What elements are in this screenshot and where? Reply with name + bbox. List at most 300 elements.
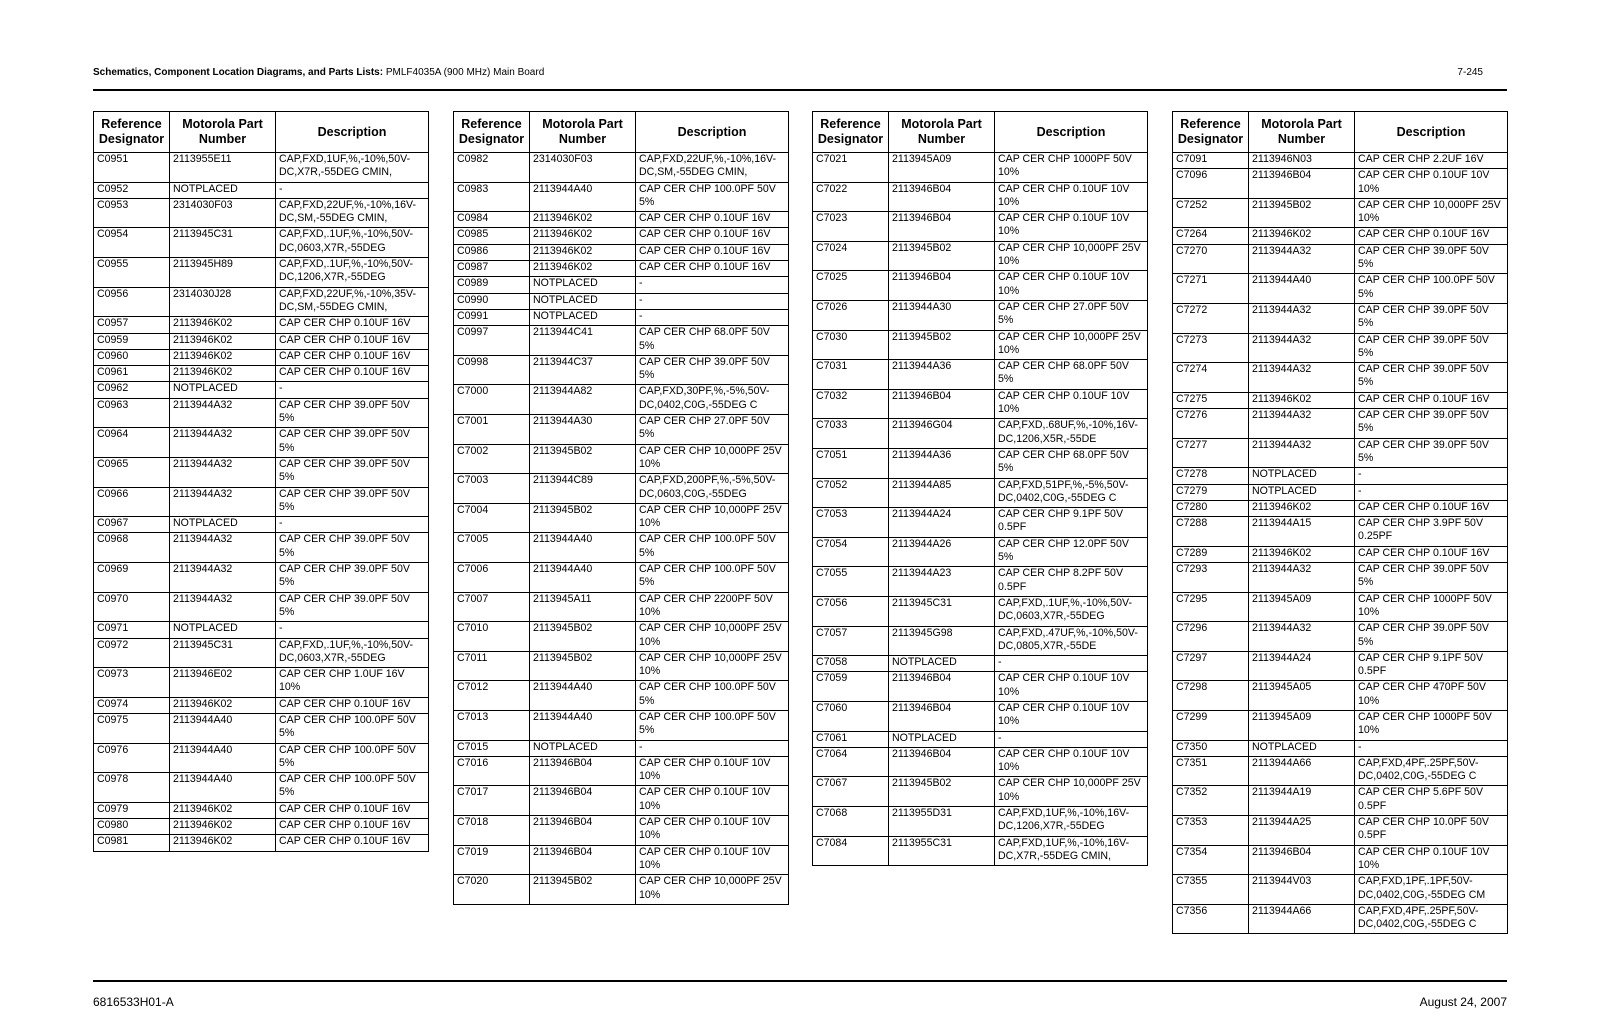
part-number-cell: 2113945B02 xyxy=(889,777,995,807)
table-row xyxy=(454,710,789,740)
table-row xyxy=(94,382,429,398)
reference-designator-cell: C0971 xyxy=(94,622,170,638)
description-cell: CAP CER CHP 2.2UF 16V xyxy=(1355,153,1508,169)
part-number-cell: 2113945A09 xyxy=(1249,710,1355,740)
table-row xyxy=(454,592,789,622)
description-cell: CAP CER CHP 0.10UF 16V xyxy=(636,228,789,244)
description-cell: CAP CER CHP 0.10UF 16V xyxy=(1355,500,1508,516)
part-number-cell: 2113944A32 xyxy=(1249,363,1355,393)
part-number-cell: 2113944A32 xyxy=(1249,438,1355,468)
table-row xyxy=(454,228,789,244)
table-row xyxy=(1173,517,1508,547)
description-cell: CAP CER CHP 39.0PF 50V 5% xyxy=(276,457,429,487)
description-cell: CAP CER CHP 1000PF 50V 10% xyxy=(995,153,1148,183)
table-row xyxy=(813,626,1148,656)
part-number-cell: 2113945A05 xyxy=(1249,681,1355,711)
description-cell: CAP CER CHP 100.0PF 50V 5% xyxy=(636,182,789,212)
reference-designator-cell: C0975 xyxy=(94,713,170,743)
table-row xyxy=(94,258,429,288)
table-row xyxy=(94,487,429,517)
part-number-cell: 2113946K02 xyxy=(1249,546,1355,562)
table-row xyxy=(813,271,1148,301)
part-number-cell: 2113945B02 xyxy=(530,875,636,905)
reference-designator-cell: C7006 xyxy=(454,563,530,593)
reference-designator-cell: C7353 xyxy=(1173,816,1249,846)
table-row xyxy=(454,277,789,293)
part-number-cell: NOTPLACED xyxy=(889,731,995,747)
part-number-cell: NOTPLACED xyxy=(530,740,636,756)
reference-designator-cell: C0953 xyxy=(94,198,170,228)
description-cell: CAP CER CHP 10,000PF 25V 10% xyxy=(995,330,1148,360)
parts-table-4 xyxy=(1172,111,1507,934)
table-row xyxy=(94,592,429,622)
part-number-cell: NOTPLACED xyxy=(170,517,276,533)
reference-designator-cell: C7061 xyxy=(813,731,889,747)
reference-designator-cell: C7271 xyxy=(1173,274,1249,304)
table-row xyxy=(1173,484,1508,500)
reference-designator-cell: C7296 xyxy=(1173,622,1249,652)
table-row xyxy=(454,756,789,786)
reference-designator-cell: C7002 xyxy=(454,444,530,474)
description-cell: CAP CER CHP 100.0PF 50V 5% xyxy=(276,713,429,743)
reference-designator-cell: C7016 xyxy=(454,756,530,786)
part-number-cell: 2113944A40 xyxy=(530,563,636,593)
part-number-cell: 2113945B02 xyxy=(530,503,636,533)
reference-designator-cell: C7001 xyxy=(454,415,530,445)
part-number-cell: 2113944A32 xyxy=(170,533,276,563)
table-row xyxy=(454,244,789,260)
description-cell: CAP CER CHP 0.10UF 16V xyxy=(636,244,789,260)
description-cell: - xyxy=(995,656,1148,672)
part-number-cell: NOTPLACED xyxy=(889,656,995,672)
part-number-cell: 2113946N03 xyxy=(1249,153,1355,169)
table-row xyxy=(1173,500,1508,516)
table-row xyxy=(813,807,1148,837)
part-number-cell: 2113946B04 xyxy=(889,212,995,242)
table-row xyxy=(1173,592,1508,622)
part-number-cell: 2113944A32 xyxy=(170,487,276,517)
reference-designator-cell: C0979 xyxy=(94,802,170,818)
reference-designator-cell: C0965 xyxy=(94,457,170,487)
page-header xyxy=(93,67,544,78)
reference-designator-cell: C7031 xyxy=(813,360,889,390)
reference-designator-cell: C7084 xyxy=(813,836,889,866)
description-cell: CAP CER CHP 100.0PF 50V 5% xyxy=(636,681,789,711)
part-number-cell: NOTPLACED xyxy=(530,309,636,325)
table-row xyxy=(813,836,1148,866)
page-number: 7-245 xyxy=(1457,67,1483,78)
part-number-cell: 2113944A24 xyxy=(889,508,995,538)
description-cell: CAP CER CHP 39.0PF 50V 5% xyxy=(276,398,429,428)
reference-designator-cell: C7288 xyxy=(1173,517,1249,547)
description-cell: CAP CER CHP 10,000PF 25V 10% xyxy=(636,503,789,533)
table-row xyxy=(813,360,1148,390)
part-number-cell: 2113944A25 xyxy=(1249,816,1355,846)
part-number-cell: 2113944A23 xyxy=(889,567,995,597)
part-number-cell: 2113945B02 xyxy=(1249,198,1355,228)
reference-designator-cell: C0987 xyxy=(454,261,530,277)
reference-designator-cell: C7091 xyxy=(1173,153,1249,169)
reference-designator-cell: C0966 xyxy=(94,487,170,517)
description-cell: CAP CER CHP 8.2PF 50V 0.5PF xyxy=(995,567,1148,597)
table-row xyxy=(94,713,429,743)
reference-designator-cell: C7056 xyxy=(813,596,889,626)
reference-designator-cell: C0967 xyxy=(94,517,170,533)
description-cell: CAP CER CHP 0.10UF 10V 10% xyxy=(995,672,1148,702)
table-row xyxy=(454,293,789,309)
description-cell: CAP CER CHP 9.1PF 50V 0.5PF xyxy=(1355,651,1508,681)
parts-table xyxy=(453,111,789,905)
table-row xyxy=(454,786,789,816)
part-number-cell: 2113944A32 xyxy=(170,457,276,487)
table-row xyxy=(813,419,1148,449)
description-cell: CAP CER CHP 39.0PF 50V 5% xyxy=(636,355,789,385)
description-cell: CAP,FXD,.47UF,%,-10%,50V-DC,0805,X7R,-55DE xyxy=(995,626,1148,656)
reference-designator-cell: C7060 xyxy=(813,701,889,731)
table-row xyxy=(1173,816,1508,846)
description-cell: CAP CER CHP 39.0PF 50V 5% xyxy=(1355,303,1508,333)
table-row xyxy=(94,622,429,638)
header-title-bold: Schematics, Component Location Diagrams, and Parts Lists: xyxy=(93,67,384,78)
reference-designator-cell: C7003 xyxy=(454,474,530,504)
part-number-cell: NOTPLACED xyxy=(1249,484,1355,500)
reference-designator-cell: C7298 xyxy=(1173,681,1249,711)
reference-designator-cell: C0952 xyxy=(94,182,170,198)
part-number-cell: 2113946K02 xyxy=(170,697,276,713)
reference-designator-cell: C0961 xyxy=(94,366,170,382)
table-row xyxy=(94,819,429,835)
part-number-cell: 2113944A24 xyxy=(1249,651,1355,681)
part-number-cell: 2113946K02 xyxy=(170,349,276,365)
description-cell: CAP CER CHP 39.0PF 50V 5% xyxy=(276,487,429,517)
description-cell: CAP,FXD,.1UF,%,-10%,50V-DC,0603,X7R,-55DEG xyxy=(276,228,429,258)
part-number-cell: 2314030F03 xyxy=(170,198,276,228)
part-number-cell: 2113945C31 xyxy=(170,228,276,258)
table-row xyxy=(454,309,789,325)
table-row xyxy=(1173,468,1508,484)
column-header-part-number: Motorola Part Number xyxy=(170,112,276,153)
header-title-rest: PMLF4035A (900 MHz) Main Board xyxy=(383,67,545,78)
part-number-cell: 2113946K02 xyxy=(530,244,636,260)
reference-designator-cell: C0973 xyxy=(94,668,170,698)
description-cell: CAP CER CHP 10,000PF 25V 10% xyxy=(636,651,789,681)
table-row xyxy=(454,845,789,875)
parts-table xyxy=(812,111,1148,866)
part-number-cell: NOTPLACED xyxy=(530,277,636,293)
reference-designator-cell: C7054 xyxy=(813,537,889,567)
table-row xyxy=(94,638,429,668)
part-number-cell: 2113945B02 xyxy=(530,444,636,474)
description-cell: CAP CER CHP 0.10UF 16V xyxy=(636,212,789,228)
reference-designator-cell: C7026 xyxy=(813,300,889,330)
description-cell: CAP,FXD,22UF,%,-10%,16V-DC,SM,-55DEG CMIN, xyxy=(276,198,429,228)
reference-designator-cell: C7270 xyxy=(1173,244,1249,274)
description-cell: CAP CER CHP 10,000PF 25V 10% xyxy=(636,622,789,652)
description-cell: CAP,FXD,.1UF,%,-10%,50V-DC,0603,X7R,-55DEG xyxy=(995,596,1148,626)
description-cell: CAP CER CHP 0.10UF 10V 10% xyxy=(995,212,1148,242)
parts-table-2 xyxy=(453,111,788,905)
part-number-cell: 2113944A26 xyxy=(889,537,995,567)
part-number-cell: 2113944A32 xyxy=(1249,244,1355,274)
table-row xyxy=(1173,756,1508,786)
reference-designator-cell: C0954 xyxy=(94,228,170,258)
part-number-cell: 2314030J28 xyxy=(170,287,276,317)
reference-designator-cell: C0956 xyxy=(94,287,170,317)
part-number-cell: 2113944A40 xyxy=(170,773,276,803)
description-cell: CAP CER CHP 100.0PF 50V 5% xyxy=(636,533,789,563)
column-header-reference: Reference Designator xyxy=(454,112,530,153)
description-cell: CAP CER CHP 0.10UF 10V 10% xyxy=(636,756,789,786)
part-number-cell: 2113945C31 xyxy=(170,638,276,668)
part-number-cell: 2113946B04 xyxy=(889,701,995,731)
description-cell: CAP CER CHP 2200PF 50V 10% xyxy=(636,592,789,622)
table-row xyxy=(1173,875,1508,905)
table-row xyxy=(94,366,429,382)
description-cell: CAP CER CHP 0.10UF 10V 10% xyxy=(995,389,1148,419)
description-cell: CAP,FXD,30PF,%,-5%,50V-DC,0402,C0G,-55DEG C xyxy=(636,385,789,415)
part-number-cell: 2113944A40 xyxy=(530,533,636,563)
table-row xyxy=(94,428,429,458)
reference-designator-cell: C7018 xyxy=(454,816,530,846)
header-rule xyxy=(93,89,1507,91)
description-cell: CAP CER CHP 0.10UF 10V 10% xyxy=(995,701,1148,731)
reference-designator-cell: C0968 xyxy=(94,533,170,563)
description-cell: - xyxy=(276,622,429,638)
description-cell: CAP CER CHP 27.0PF 50V 5% xyxy=(995,300,1148,330)
description-cell: CAP CER CHP 39.0PF 50V 5% xyxy=(276,428,429,458)
parts-table-1 xyxy=(93,111,428,852)
description-cell: CAP,FXD,51PF,%,-5%,50V-DC,0402,C0G,-55DEG C xyxy=(995,478,1148,508)
part-number-cell: 2113945H89 xyxy=(170,258,276,288)
table-row xyxy=(813,537,1148,567)
reference-designator-cell: C7273 xyxy=(1173,333,1249,363)
description-cell: CAP CER CHP 0.10UF 16V xyxy=(276,697,429,713)
reference-designator-cell: C0991 xyxy=(454,309,530,325)
table-row xyxy=(94,349,429,365)
table-row xyxy=(813,656,1148,672)
reference-designator-cell: C7279 xyxy=(1173,484,1249,500)
reference-designator-cell: C0964 xyxy=(94,428,170,458)
part-number-cell: 2113955E11 xyxy=(170,153,276,183)
reference-designator-cell: C0978 xyxy=(94,773,170,803)
description-cell: CAP CER CHP 0.10UF 16V xyxy=(276,819,429,835)
part-number-cell: 2113944A30 xyxy=(530,415,636,445)
table-row xyxy=(454,740,789,756)
table-row xyxy=(454,651,789,681)
reference-designator-cell: C7051 xyxy=(813,448,889,478)
table-row xyxy=(454,444,789,474)
table-row xyxy=(813,241,1148,271)
part-number-cell: 2113944C37 xyxy=(530,355,636,385)
table-row xyxy=(1173,786,1508,816)
table-row xyxy=(1173,622,1508,652)
table-row xyxy=(813,330,1148,360)
reference-designator-cell: C0989 xyxy=(454,277,530,293)
part-number-cell: NOTPLACED xyxy=(1249,468,1355,484)
table-row xyxy=(1173,904,1508,934)
table-row xyxy=(1173,710,1508,740)
description-cell: CAP CER CHP 39.0PF 50V 5% xyxy=(1355,622,1508,652)
description-cell: CAP CER CHP 27.0PF 50V 5% xyxy=(636,415,789,445)
part-number-cell: 2113944A40 xyxy=(1249,274,1355,304)
column-header-description: Description xyxy=(995,112,1148,153)
table-row xyxy=(813,567,1148,597)
table-row xyxy=(94,317,429,333)
description-cell: CAP,FXD,1UF,%,-10%,50V-DC,X7R,-55DEG CMIN, xyxy=(276,153,429,183)
table-row xyxy=(454,875,789,905)
reference-designator-cell: C0951 xyxy=(94,153,170,183)
reference-designator-cell: C0955 xyxy=(94,258,170,288)
description-cell: CAP,FXD,.1UF,%,-10%,50V-DC,0603,X7R,-55DEG xyxy=(276,638,429,668)
reference-designator-cell: C0998 xyxy=(454,355,530,385)
table-row xyxy=(1173,563,1508,593)
table-row xyxy=(1173,546,1508,562)
table-row xyxy=(454,563,789,593)
table-row xyxy=(813,731,1148,747)
reference-designator-cell: C7350 xyxy=(1173,740,1249,756)
description-cell: CAP CER CHP 68.0PF 50V 5% xyxy=(995,360,1148,390)
description-cell: - xyxy=(636,309,789,325)
description-cell: - xyxy=(636,277,789,293)
reference-designator-cell: C7272 xyxy=(1173,303,1249,333)
part-number-cell: 2113946B04 xyxy=(1249,845,1355,875)
part-number-cell: 2113944A40 xyxy=(170,743,276,773)
reference-designator-cell: C0963 xyxy=(94,398,170,428)
part-number-cell: 2113945B02 xyxy=(530,622,636,652)
reference-designator-cell: C7096 xyxy=(1173,169,1249,199)
table-row xyxy=(1173,303,1508,333)
part-number-cell: 2113946B04 xyxy=(889,747,995,777)
table-row xyxy=(813,777,1148,807)
description-cell: CAP CER CHP 0.10UF 16V xyxy=(1355,546,1508,562)
part-number-cell: 2113946B04 xyxy=(530,756,636,786)
description-cell: CAP CER CHP 0.10UF 16V xyxy=(276,349,429,365)
description-cell: CAP CER CHP 0.10UF 10V 10% xyxy=(995,271,1148,301)
description-cell: CAP CER CHP 39.0PF 50V 5% xyxy=(1355,244,1508,274)
part-number-cell: 2113944A85 xyxy=(889,478,995,508)
doc-date: August 24, 2007 xyxy=(1419,995,1507,1009)
table-row xyxy=(813,300,1148,330)
description-cell: CAP CER CHP 100.0PF 50V 5% xyxy=(276,773,429,803)
description-cell: CAP CER CHP 0.10UF 16V xyxy=(1355,392,1508,408)
description-cell: CAP CER CHP 0.10UF 10V 10% xyxy=(995,182,1148,212)
reference-designator-cell: C7252 xyxy=(1173,198,1249,228)
table-row xyxy=(454,355,789,385)
reference-designator-cell: C0962 xyxy=(94,382,170,398)
column-header-description: Description xyxy=(276,112,429,153)
part-number-cell: 2113946K02 xyxy=(170,819,276,835)
description-cell: CAP,FXD,4PF,.25PF,50V-DC,0402,C0G,-55DEG C xyxy=(1355,904,1508,934)
part-number-cell: 2314030F03 xyxy=(530,153,636,183)
reference-designator-cell: C0983 xyxy=(454,182,530,212)
column-header-reference: Reference Designator xyxy=(813,112,889,153)
table-row xyxy=(1173,274,1508,304)
part-number-cell: 2113944C41 xyxy=(530,326,636,356)
description-cell: CAP CER CHP 10,000PF 25V 10% xyxy=(995,241,1148,271)
part-number-cell: 2113944A82 xyxy=(530,385,636,415)
reference-designator-cell: C0974 xyxy=(94,697,170,713)
column-header-part-number: Motorola Part Number xyxy=(530,112,636,153)
part-number-cell: 2113946K02 xyxy=(530,228,636,244)
table-header-row xyxy=(813,112,1148,153)
description-cell: CAP CER CHP 39.0PF 50V 5% xyxy=(276,592,429,622)
reference-designator-cell: C7278 xyxy=(1173,468,1249,484)
description-cell: CAP CER CHP 1000PF 50V 10% xyxy=(1355,710,1508,740)
reference-designator-cell: C0980 xyxy=(94,819,170,835)
column-header-part-number: Motorola Part Number xyxy=(889,112,995,153)
description-cell: CAP CER CHP 39.0PF 50V 5% xyxy=(1355,409,1508,439)
table-row xyxy=(94,533,429,563)
reference-designator-cell: C7064 xyxy=(813,747,889,777)
table-row xyxy=(813,182,1148,212)
part-number-cell: 2113944A30 xyxy=(889,300,995,330)
reference-designator-cell: C7354 xyxy=(1173,845,1249,875)
part-number-cell: 2113945C31 xyxy=(889,596,995,626)
reference-designator-cell: C7015 xyxy=(454,740,530,756)
description-cell: CAP CER CHP 0.10UF 10V 10% xyxy=(995,747,1148,777)
description-cell: CAP CER CHP 39.0PF 50V 5% xyxy=(1355,363,1508,393)
description-cell: CAP CER CHP 1.0UF 16V 10% xyxy=(276,668,429,698)
part-number-cell: 2113944A66 xyxy=(1249,756,1355,786)
part-number-cell: 2113944A32 xyxy=(170,592,276,622)
description-cell: CAP,FXD,22UF,%,-10%,16V-DC,SM,-55DEG CMIN, xyxy=(636,153,789,183)
part-number-cell: 2113946K02 xyxy=(170,366,276,382)
reference-designator-cell: C0990 xyxy=(454,293,530,309)
description-cell: CAP CER CHP 10,000PF 25V 10% xyxy=(1355,198,1508,228)
part-number-cell: NOTPLACED xyxy=(170,382,276,398)
table-row xyxy=(94,668,429,698)
description-cell: CAP CER CHP 0.10UF 16V xyxy=(636,261,789,277)
description-cell: CAP CER CHP 0.10UF 16V xyxy=(1355,228,1508,244)
reference-designator-cell: C0986 xyxy=(454,244,530,260)
reference-designator-cell: C7011 xyxy=(454,651,530,681)
table-row xyxy=(94,287,429,317)
reference-designator-cell: C7019 xyxy=(454,845,530,875)
table-row xyxy=(454,681,789,711)
reference-designator-cell: C7025 xyxy=(813,271,889,301)
description-cell: CAP,FXD,1UF,%,-10%,16V-DC,X7R,-55DEG CMIN, xyxy=(995,836,1148,866)
description-cell: CAP,FXD,.1UF,%,-10%,50V-DC,1206,X7R,-55DEG xyxy=(276,258,429,288)
table-row xyxy=(1173,198,1508,228)
part-number-cell: 2113946K02 xyxy=(170,317,276,333)
part-number-cell: 2113945B02 xyxy=(889,330,995,360)
column-header-part-number: Motorola Part Number xyxy=(1249,112,1355,153)
reference-designator-cell: C0982 xyxy=(454,153,530,183)
reference-designator-cell: C7295 xyxy=(1173,592,1249,622)
description-cell: CAP,FXD,1UF,%,-10%,16V-DC,1206,X7R,-55DEG xyxy=(995,807,1148,837)
part-number-cell: 2113944A40 xyxy=(530,681,636,711)
reference-designator-cell: C7275 xyxy=(1173,392,1249,408)
reference-designator-cell: C0981 xyxy=(94,835,170,851)
table-row xyxy=(1173,438,1508,468)
reference-designator-cell: C7355 xyxy=(1173,875,1249,905)
part-number-cell: 2113946G04 xyxy=(889,419,995,449)
table-row xyxy=(454,153,789,183)
table-row xyxy=(1173,845,1508,875)
table-row xyxy=(454,385,789,415)
part-number-cell: 2113946K02 xyxy=(170,802,276,818)
description-cell: CAP,FXD,22UF,%,-10%,35V-DC,SM,-55DEG CMIN, xyxy=(276,287,429,317)
description-cell: - xyxy=(995,731,1148,747)
description-cell: CAP,FXD,1PF,.1PF,50V-DC,0402,C0G,-55DEG CM xyxy=(1355,875,1508,905)
parts-table xyxy=(1172,111,1508,934)
reference-designator-cell: C7013 xyxy=(454,710,530,740)
reference-designator-cell: C0970 xyxy=(94,592,170,622)
reference-designator-cell: C7010 xyxy=(454,622,530,652)
description-cell: CAP CER CHP 0.10UF 10V 10% xyxy=(1355,845,1508,875)
reference-designator-cell: C7293 xyxy=(1173,563,1249,593)
reference-designator-cell: C0984 xyxy=(454,212,530,228)
